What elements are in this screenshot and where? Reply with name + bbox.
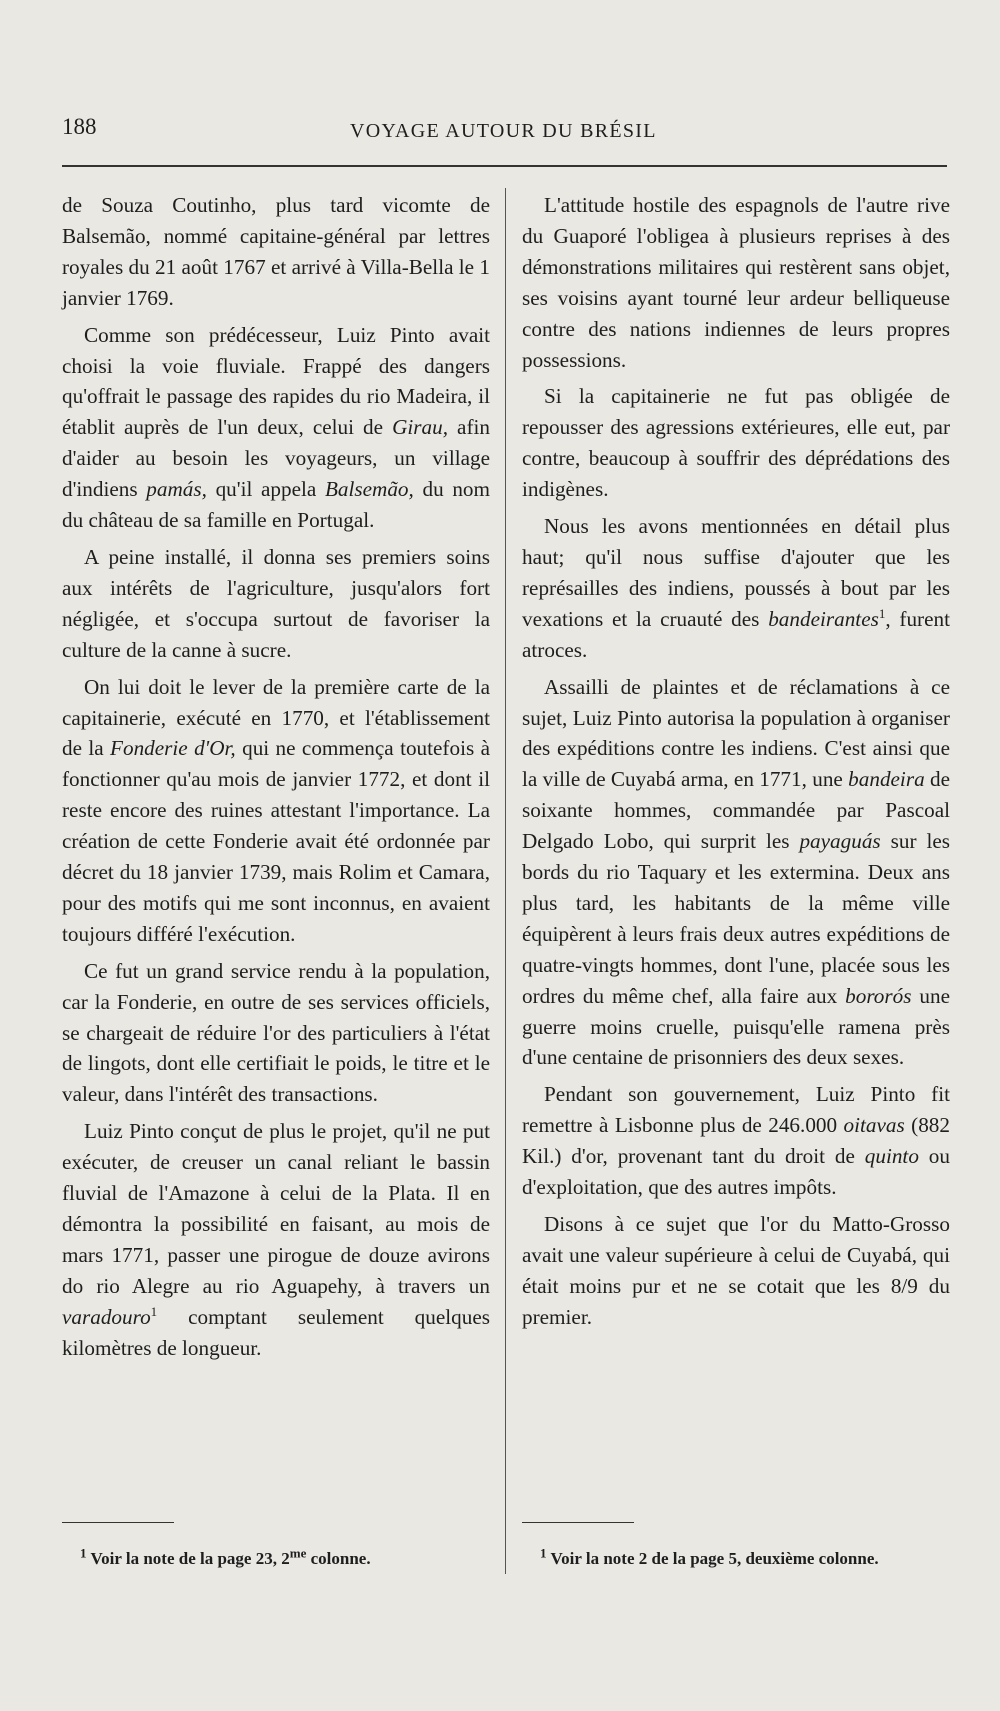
paragraph <box>62 672 490 950</box>
paragraph-text: Pendant son gouvernement, Luiz Pinto fit remettre à Lisbonne plus de 246.000 <box>522 1082 950 1138</box>
paragraph-text: , furent atroces. <box>522 606 950 662</box>
paragraph-text: Assailli de plaintes et de réclamations à ce sujet, Luiz Pinto autorisa la population à organiser des expéditions contre les indiens. C'est ainsi que la ville de Cuyabá arma, en 1771, une <box>522 674 950 792</box>
paragraph-text: Disons à ce sujet que l'or du Matto-Grosso avait une valeur supérieure à celui de Cuyabá, qui était moins pur et ne se cotait que les 8/9 du premier. <box>522 1212 950 1329</box>
right-column <box>522 190 950 1333</box>
paragraph-text: qu'il appela <box>206 477 325 502</box>
paragraph-text: Luiz Pinto conçut de plus le projet, qu'il ne put exécuter, de creuser un canal reliant le bassin fluvial de l'Amazone à celui de la Plata. Il en démontra la possibilité en faisant, au mois de mars 1771, passer une pirogue de douze avirons do rio Alegre au rio Aguapehy, à travers un <box>62 1119 490 1298</box>
paragraph-text: sur les bords du rio Taquary et les extermina. Deux ans plus tard, les habitants de la même ville équipèrent à leurs frais deux autres expéditions de quatre-vingts hommes, dont l'une, placée sous les ordres du même chef, alla faire aux <box>522 829 950 1008</box>
paragraph <box>62 1116 490 1363</box>
paragraph <box>62 190 490 314</box>
paragraph-text: afin d'aider au besoin les voyageurs, un village d'indiens <box>62 415 490 502</box>
paragraph-text: Comme son prédécesseur, Luiz Pinto avait choisi la voie fluviale. Frappé des dangers qu'offrait le passage des rapides du rio Madeira, il établit auprès de l'un deux, celui de <box>62 322 490 440</box>
footnote-marker: 1 <box>540 1545 547 1561</box>
left-column <box>62 190 490 1364</box>
footnote-superscript: me <box>289 1545 307 1561</box>
paragraph-text: qui ne commença toutefois à fonctionner qu'au mois de janvier 1772, et dont il reste encore des ruines attestant l'importance. La création de cette Fonderie avait été ordonnée par décret du 18 janvier 1739, mais Rolim et Camara, pour des motifs qui me sont inconnus, en avaient toujours différé l'exécution. <box>62 736 490 946</box>
italic-term: oitavas <box>843 1113 905 1138</box>
paragraph-text: de Souza Coutinho, plus tard vicomte de Balsemão, nommé capitaine-général par lettres royales du 21 août 1767 et arrivé à Villa-Bella le 1 janvier 1769. <box>62 193 490 310</box>
footnote-text: colonne. <box>306 1549 371 1568</box>
footnote-right <box>540 1545 950 1569</box>
italic-term: bororós <box>845 983 912 1008</box>
italic-term: bandeira <box>848 767 925 792</box>
footnote-marker: 1 <box>878 605 886 621</box>
paragraph-text: du nom du château de sa famille en Portugal. <box>62 477 490 533</box>
paragraph-text: (882 Kil.) d'or, provenant tant du droit de <box>522 1113 950 1169</box>
paragraph <box>522 672 950 1074</box>
running-title: VOYAGE AUTOUR DU BRÉSIL <box>350 120 657 142</box>
paragraph-text: ou d'exploitation, que des autres impôts. <box>522 1144 950 1200</box>
paragraph-text: une guerre moins cruelle, puisqu'elle ramena près d'une centaine de prisonniers des deux sexes. <box>522 983 951 1070</box>
paragraph-text: A peine installé, il donna ses premiers soins aux intérêts de l'agriculture, jusqu'alors fort négligée, et s'occupa surtout de favoriser la culture de la canne à sucre. <box>62 544 490 662</box>
paragraph <box>522 511 950 666</box>
italic-term: quinto <box>864 1144 919 1169</box>
paragraph <box>62 320 490 536</box>
paragraph <box>522 190 950 375</box>
paragraph-text: L'attitude hostile des espagnols de l'autre rive du Guaporé l'obligea à plusieurs reprises à des démonstrations militaires qui restèrent sans objet, ses voisins ayant tourné leur ardeur belliqueuse contre des nations indiennes de leurs propres possessions. <box>522 193 950 372</box>
paragraph-text: de soixante hommes, commandée par Pascoal Delgado Lobo, qui surprit les <box>522 767 950 854</box>
paragraph-text: On lui doit le lever de la première carte de la capitainerie, exécuté en 1770, et l'établissement de la <box>62 674 490 761</box>
italic-term: varadouro <box>62 1304 151 1329</box>
paragraph-text: comptant seulement quelques kilomètres de longueur. <box>62 1304 490 1360</box>
paragraph <box>62 956 490 1111</box>
paragraph <box>522 1209 950 1333</box>
column-divider <box>505 188 506 1574</box>
footnote-left <box>80 1545 508 1569</box>
paragraph <box>522 381 950 505</box>
italic-term: bandeirantes <box>768 606 879 631</box>
footnote-rule <box>522 1522 634 1523</box>
header-rule <box>62 165 947 167</box>
italic-term: Fonderie d'Or, <box>110 736 236 761</box>
paragraph <box>522 1079 950 1203</box>
italic-term: pamás, <box>146 477 207 502</box>
italic-term: payaguás <box>799 829 881 854</box>
paragraph-text: Si la capitainerie ne fut pas obligée de repousser des agressions extérieures, elle eut, par contre, beaucoup à souffrir des déprédations des indigènes. <box>522 384 950 502</box>
paragraph-text: Nous les avons mentionnées en détail plus haut; qu'il nous suffise d'ajouter que les représailles des indiens, poussés à bout par les vexations et la cruauté des <box>522 514 950 631</box>
footnote-text: Voir la note 2 de la page 5, deuxième colonne. <box>546 1549 879 1568</box>
footnote-rule <box>62 1522 174 1523</box>
footnote-text: Voir la note de la page 23, 2 <box>86 1549 290 1568</box>
italic-term: Balsemão, <box>324 477 414 502</box>
italic-term: Girau, <box>392 415 448 440</box>
paragraph-text: Ce fut un grand service rendu à la population, car la Fonderie, en outre de ses services officiels, se chargeait de réduire l'or des particuliers à l'état de lingots, dont elle certifiait le poids, le titre et le valeur, dans l'intérêt des transactions. <box>62 958 490 1107</box>
footnote-marker: 1 <box>150 1303 158 1319</box>
page-number: 188 <box>62 114 97 139</box>
footnote-marker: 1 <box>80 1545 87 1561</box>
paragraph <box>62 542 490 666</box>
